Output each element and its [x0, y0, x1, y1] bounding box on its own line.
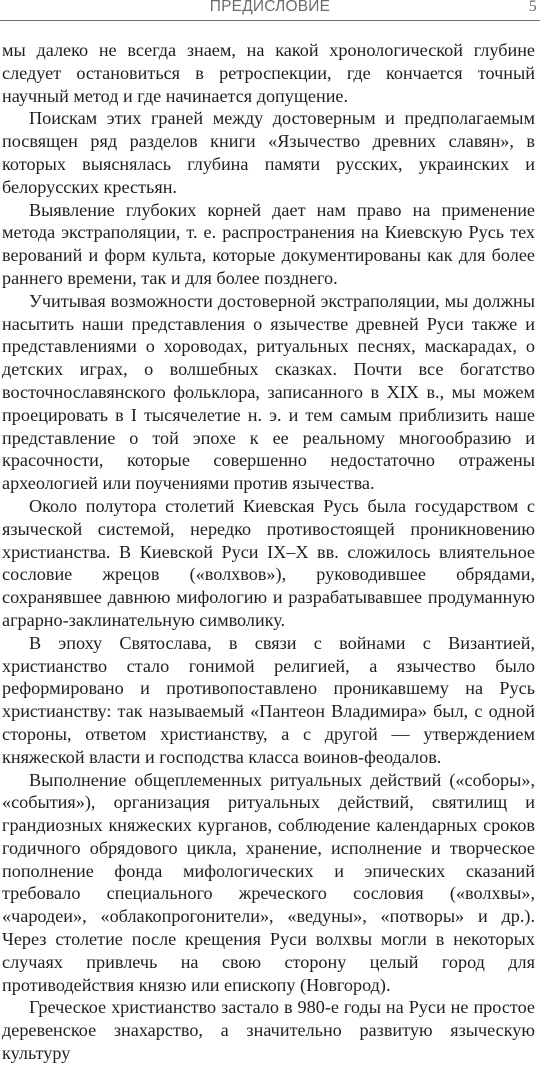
paragraph-8: Греческое христианство застало в 980-е годы на Руси не простое деревенское знахарство, а значительно развитую языческую культуру [2, 997, 535, 1064]
paragraph-1: мы далеко не всегда знаем, на какой хронологической глубине следует остановиться в ретроспекции, где кончается точный научный метод и где начинается допущение. [2, 40, 535, 106]
page-number: 5 [528, 0, 537, 15]
paragraph-2: Поискам этих граней между достоверным и предполагаемым посвящен ряд разделов книги «Язычество древних славян», в которых выяснялась глубина памяти русских, украинских и белорусских крестьян. [2, 108, 535, 197]
chapter-title: ПРЕДИСЛОВИЕ [209, 0, 331, 15]
running-header [0, 0, 540, 21]
paragraph-3: Выявление глубоких корней дает нам право на применение метода экстраполяции, т. е. распространения на Киевскую Русь тех верований и форм культа, которые документированы как для более раннего времени, так и для более позднего. [2, 199, 535, 288]
paragraph-6: В эпоху Святослава, в связи с войнами с Византией, христианство стало гонимой религией, а язычество было реформировано и противопоставлено проникавшему на Русь христианству: так называемый «Пантеон Владимира» был, с одной стороны, ответом христианству, а с другой — утверждением княжеской власти и господства класса воинов-феодалов. [2, 632, 535, 767]
paragraph-4: Учитывая возможности достоверной экстраполяции, мы должны насытить наши представления о язычестве древней Руси также и представлениями о хороводах, ритуальных песнях, маскарадах, о детских играх, о волшебных сказках. Почти все богатство восточнославянского фольклора, записанного в XIX в., мы можем проецировать в I тысячелетие н. э. и тем самым приблизить наше представление о той эпохе к ее реальному многообразию и красочности, которые совершенно недостаточно отражены археологией или поучениями против язычества. [2, 290, 535, 494]
body-text [2, 39, 535, 1065]
paragraph-5: Около полутора столетий Киевская Русь была государством с языческой системой, нередко противостоящей проникновению христианства. В Киевской Руси IX–X вв. сложилось влиятельное сословие жрецов («волхвов»), руководившее обрядами, сохранявшее давнюю мифологию и разрабатывавшее продуманную аграрно-заклинательную символику. [2, 495, 535, 630]
paragraph-7: Выполнение общеплеменных ритуальных действий («соборы», «события»), организация ритуальных действий, святилищ и грандиозных княжеских курганов, соблюдение календарных сроков годичного обрядового цикла, хранение, исполнение и творческое пополнение фонда мифологических и эпических сказаний требовало специального жреческого сословия («волхвы», «чародеи», «облакопрогонители», «ведуны», «потворы» и др.). Через столетие после крещения Руси волхвы могли в некоторых случаях привлечь на свою сторону целый город для противодействия князю или епископу (Новгород). [2, 769, 535, 995]
